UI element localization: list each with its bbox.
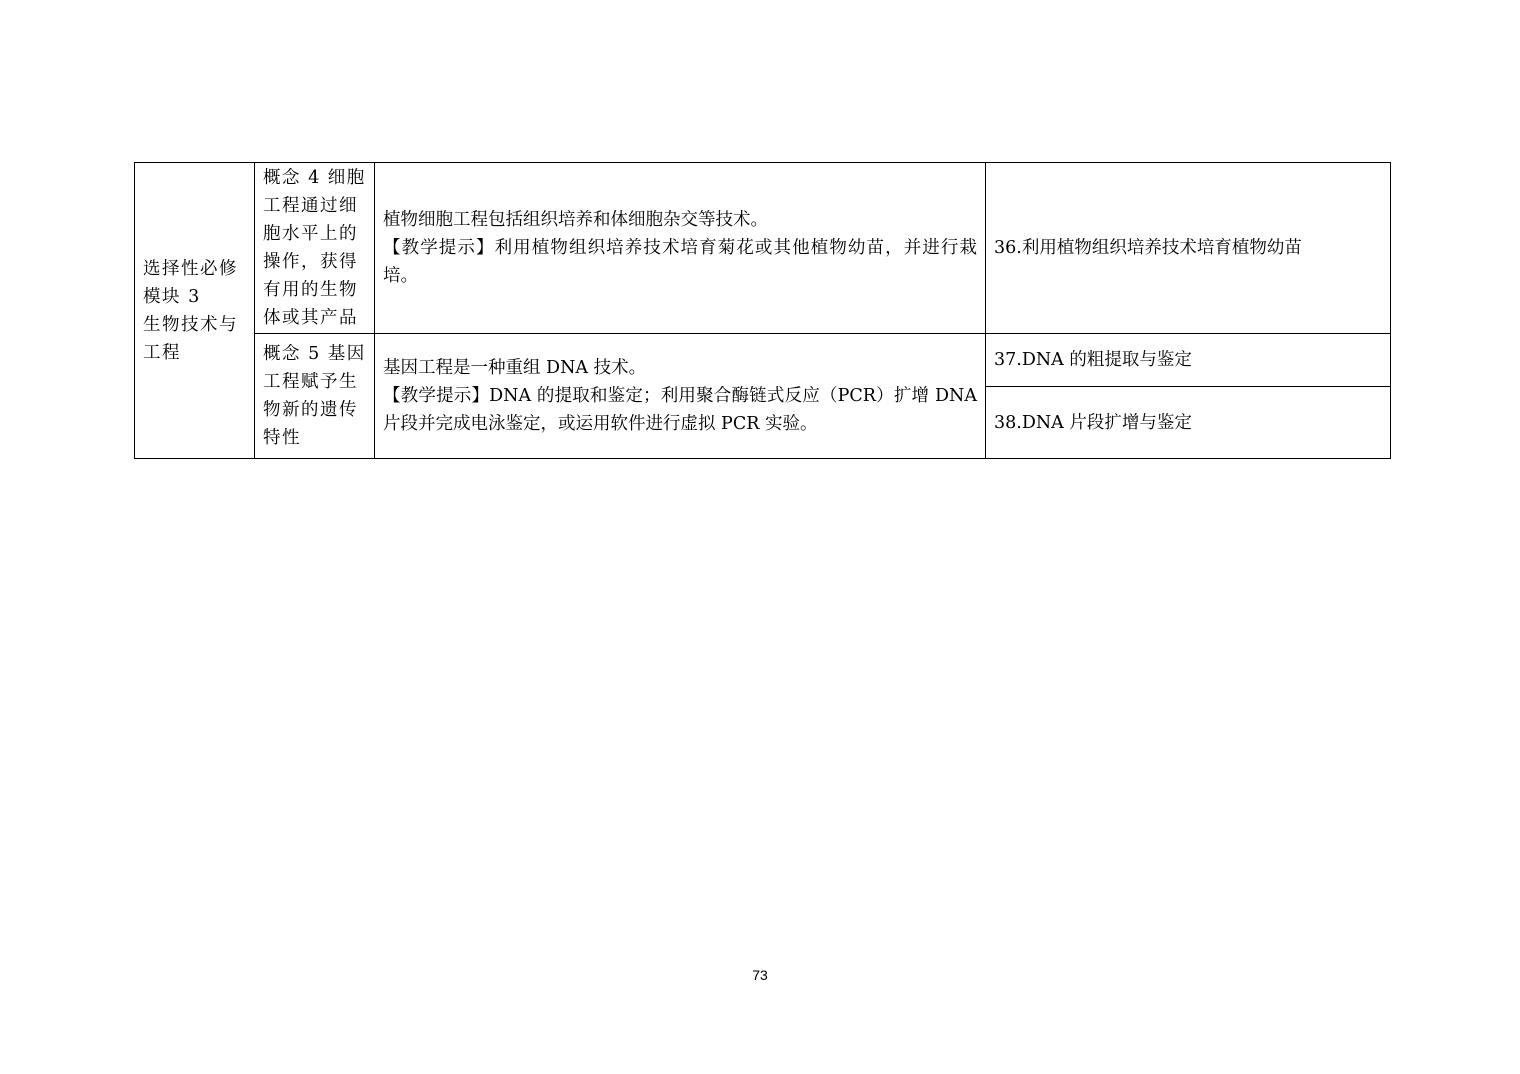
content-statement: 植物细胞工程包括组织培养和体细胞杂交等技术。 [383, 210, 768, 230]
concept-line: 胞水平上的 [263, 224, 358, 244]
concept-line: 有用的生物 [263, 280, 358, 300]
concept-line: 概念 5 基因 [263, 344, 366, 364]
concept-line: 工程通过细 [263, 196, 358, 216]
activity-cell [986, 163, 1391, 334]
table-row-concept-4 [135, 163, 1391, 334]
concept-line: 特性 [263, 428, 301, 448]
activity-cell [986, 387, 1391, 459]
activity-cell [986, 334, 1391, 387]
concept-line: 工程赋予生 [263, 372, 358, 392]
module-line: 生物技术与 [143, 314, 238, 335]
concept-line: 操作，获得 [263, 252, 358, 272]
content-cell [375, 163, 986, 334]
activity-item: 38.DNA 片段扩增与鉴定 [994, 412, 1192, 433]
concept-cell [255, 334, 375, 459]
module-cell [135, 163, 255, 459]
activity-item: 36.利用植物组织培养技术培育植物幼苗 [994, 238, 1302, 258]
concept-line: 物新的遗传 [263, 400, 358, 420]
activity-item: 37.DNA 的粗提取与鉴定 [994, 350, 1192, 370]
module-line: 选择性必修 [143, 258, 238, 279]
module-line: 模块 3 [143, 286, 201, 307]
table-row-concept-5 [135, 334, 1391, 387]
module-line: 工程 [143, 342, 181, 363]
concept-line: 体或其产品 [263, 308, 358, 328]
page-number: 73 [752, 967, 768, 983]
teaching-hint: 【教学提示】利用植物组织培养技术培育菊花或其他植物幼苗，并进行栽培。 [383, 238, 977, 286]
content-cell [375, 334, 986, 459]
content-statement: 基因工程是一种重组 DNA 技术。 [383, 358, 647, 378]
curriculum-table [134, 162, 1391, 459]
concept-cell [255, 163, 375, 334]
concept-line: 概念 4 细胞 [263, 168, 366, 188]
teaching-hint: 【教学提示】DNA 的提取和鉴定；利用聚合酶链式反应（PCR）扩增 DNA 片段并完成电泳鉴定，或运用软件进行虚拟 PCR 实验。 [383, 386, 977, 434]
